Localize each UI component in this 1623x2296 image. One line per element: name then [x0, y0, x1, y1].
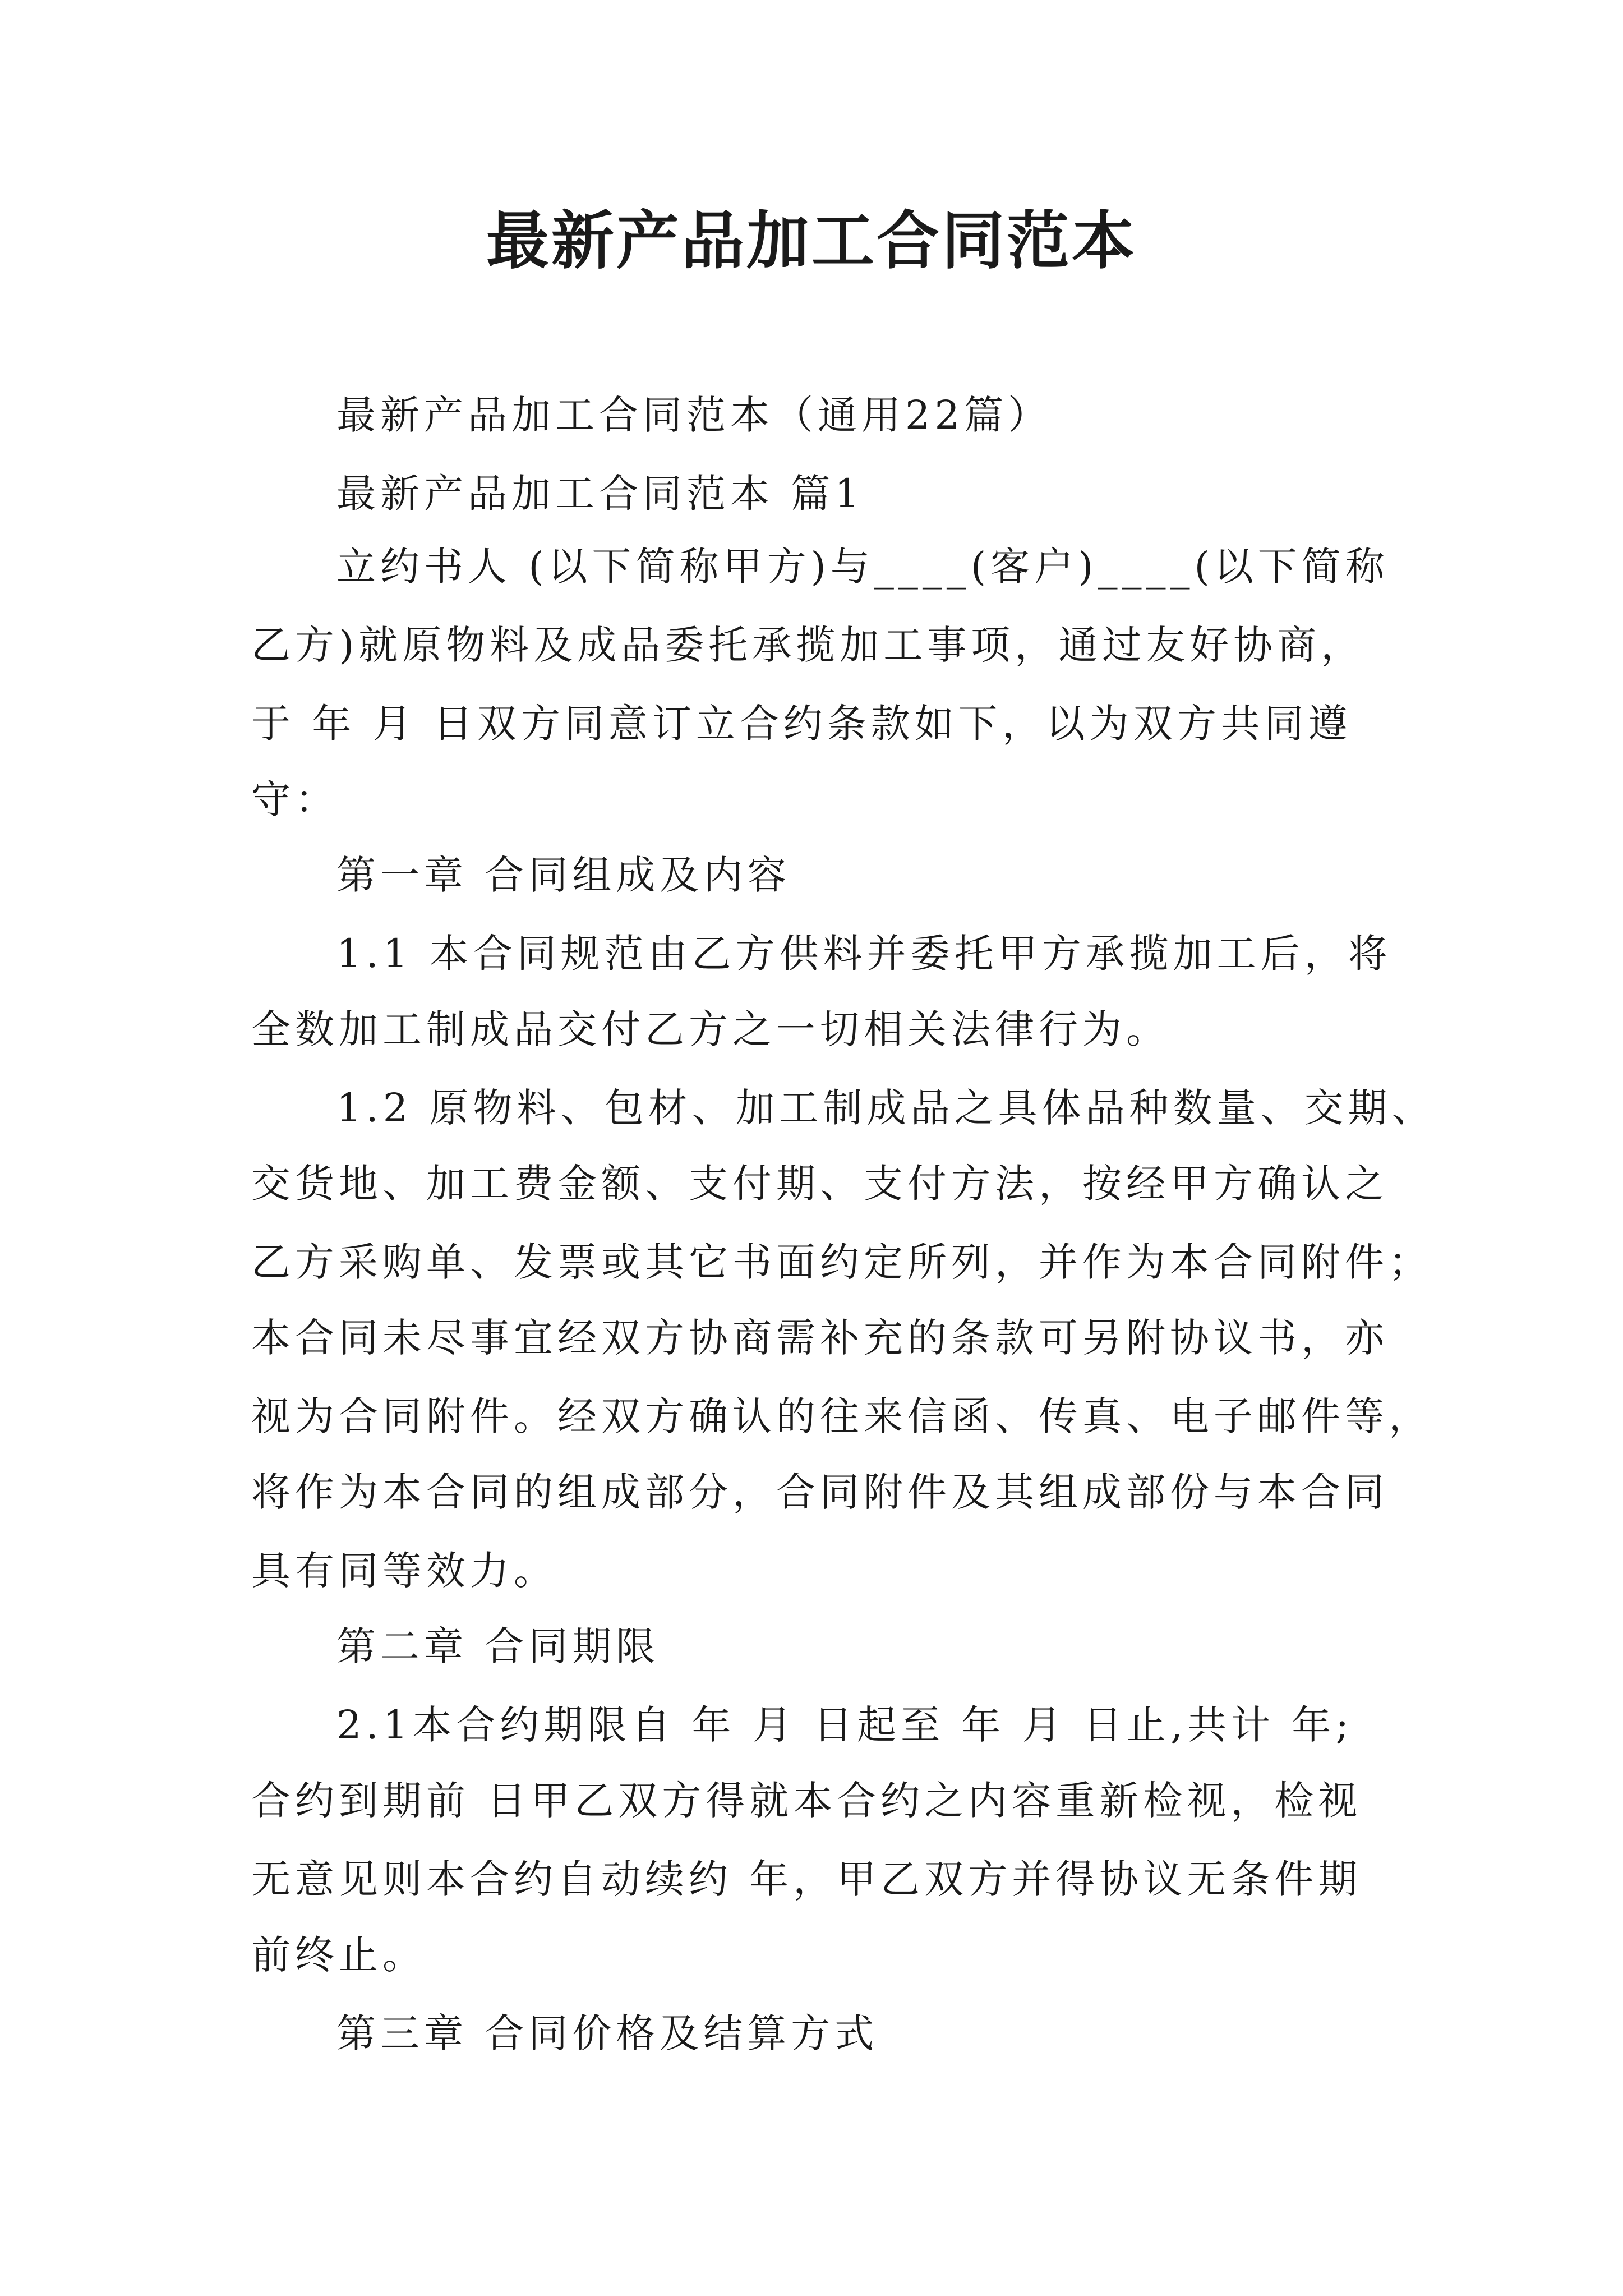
- paragraph-line: 将作为本合同的组成部分，合同附件及其组成部份与本合同: [251, 1469, 1389, 1515]
- paragraph-line: 守：: [251, 776, 339, 822]
- paragraph-line: 具有同等效力。: [251, 1548, 557, 1594]
- chapter-heading-line: 第一章 合同组成及内容: [336, 852, 791, 898]
- paragraph-line: 乙方)就原物料及成品委托承揽加工事项，通过友好协商，: [251, 622, 1365, 668]
- paragraph-line: 前终止。: [251, 1932, 426, 1978]
- paragraph-line: 视为合同附件。经双方确认的往来信函、传真、电子邮件等，: [251, 1393, 1432, 1439]
- section-heading-line: 最新产品加工合同范本 篇1: [336, 471, 864, 517]
- paragraph-line: 交货地、加工费金额、支付期、支付方法，按经甲方确认之: [251, 1161, 1389, 1207]
- paragraph-line: 全数加工制成品交付乙方之一切相关法律行为。: [251, 1006, 1170, 1052]
- chapter-heading-line: 第二章 合同期限: [336, 1623, 660, 1669]
- subtitle-line: 最新产品加工合同范本（通用22篇）: [336, 392, 1052, 438]
- document-title: 最新产品加工合同范本: [486, 204, 1137, 278]
- paragraph-line: 无意见则本合约自动续约 年，甲乙双方并得协议无条件期: [251, 1856, 1362, 1902]
- paragraph-line: 1.1 本合同规范由乙方供料并委托甲方承揽加工后，将: [336, 931, 1392, 977]
- paragraph-line: 合约到期前 日甲乙双方得就本合约之内容重新检视，检视: [251, 1778, 1362, 1824]
- paragraph-line: 2.1本合约期限自 年 月 日起至 年 月 日止,共计 年;: [336, 1702, 1353, 1748]
- paragraph-line: 1.2 原物料、包材、加工制成品之具体品种数量、交期、: [336, 1085, 1436, 1131]
- chapter-heading-line: 第三章 合同价格及结算方式: [336, 2010, 879, 2056]
- paragraph-line: 本合同未尽事宜经双方协商需补充的条款可另附协议书，亦: [251, 1315, 1389, 1361]
- paragraph-line: 于 年 月 日双方同意订立合约条款如下，以为双方共同遵: [251, 701, 1352, 747]
- paragraph-line: 立约书人 (以下简称甲方)与____(客户)____(以下简称: [336, 544, 1389, 590]
- paragraph-line: 乙方采购单、发票或其它书面约定所列，并作为本合同附件；: [251, 1239, 1432, 1285]
